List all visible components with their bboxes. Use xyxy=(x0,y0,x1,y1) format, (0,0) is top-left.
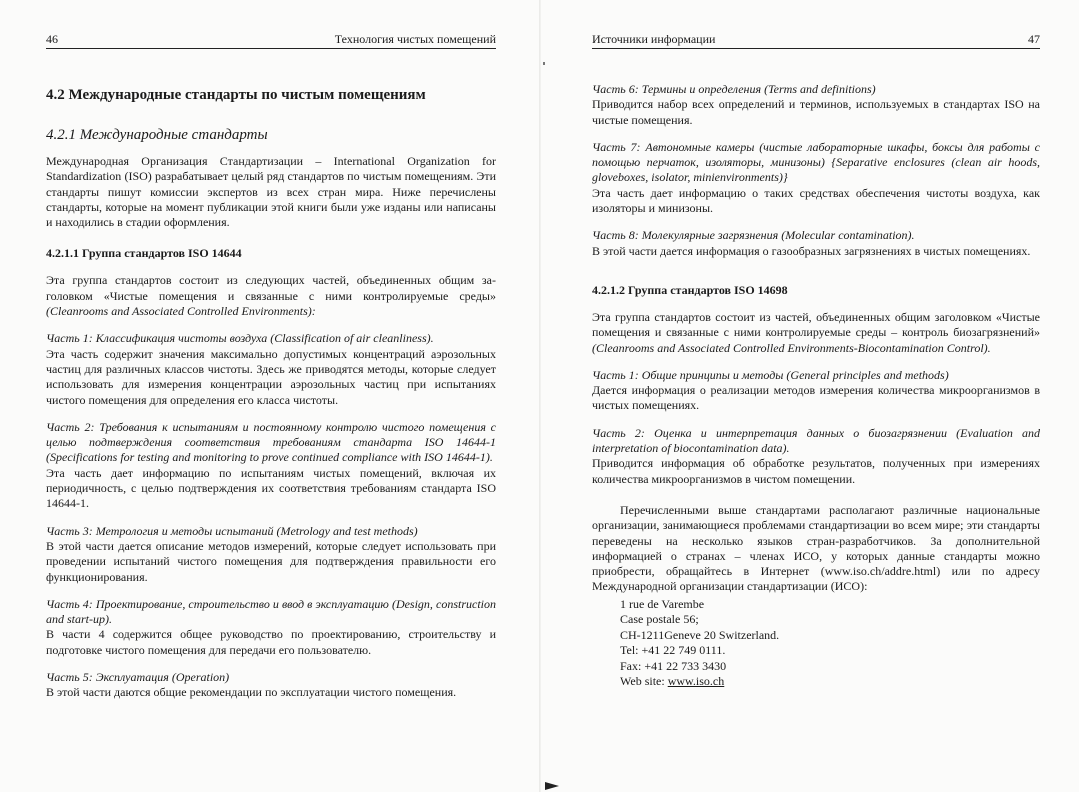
standard-part xyxy=(592,426,1040,487)
address-line: CH-1211Geneve 20 Switzerland. xyxy=(620,627,780,642)
part-description: Дается информация о реализации методов измерения количества микроорганизмов в чистых помещениях. xyxy=(592,383,1040,413)
group-intro-text: Эта группа стандартов состоит из частей, объединенных общим заголовком «Чистые помещения и связанные с ними контролируемые среды – контроль биозагрязнений» xyxy=(592,309,1040,340)
left-page-header xyxy=(46,32,496,49)
address-line: Case postale 56; xyxy=(620,612,699,627)
standard-part xyxy=(46,597,496,658)
standard-part xyxy=(592,368,1040,414)
closing-paragraph: Перечисленными выше стандартами располагают различные национальные организации, занимающиеся проблемами стандартизации во всем мире; эти стандарты переведены на несколько языков стран-разработчиков. За дополнительной информацией о странах – членах ИСО, у которых данные стандарты можно приобрести, обращайтесь в Интернет (www.iso.ch/addre.html) или по адресу Международной организации стандартизации (ИСО): xyxy=(592,502,1040,594)
part-title: Часть 8: Молекулярные загрязнения (Molecular contamination). xyxy=(592,228,915,243)
group-heading-14698: 4.2.1.2 Группа стандартов ISO 14698 xyxy=(592,282,788,297)
part-title: Часть 2: Оценка и интерпретация данных о биозагрязнении (Evaluation and interpretation of biocontamination data). xyxy=(592,425,1040,456)
running-title: Технология чистых помещений xyxy=(334,32,496,46)
part-description: Эта часть дает информацию по испытаниям чистых помещений, включая их периодичность, с целью подтверждения их соответствия требованиям стандарта ISO 14644-1. xyxy=(46,465,496,511)
address-tel: Tel: +41 22 749 0111. xyxy=(620,643,726,658)
part-description: В этой части даются общие рекомендации по эксплуатации чистого помещения. xyxy=(46,685,457,700)
arrow-mark-icon xyxy=(545,782,559,790)
standard-part xyxy=(592,82,1040,128)
address-fax: Fax: +41 22 733 3430 xyxy=(620,658,727,673)
part-title: Часть 4: Проектирование, строительство и ввод в эксплуатацию (Design, construction and start-up). xyxy=(46,596,496,627)
part-description: В этой части дается описание методов измерений, которые следует использовать при проведении испытаний чистого помещения для подтверждения правильности его функционирования. xyxy=(46,538,496,584)
part-title: Часть 2: Требования к испытаниям и постоянному контролю чистого помещения с целью подтверждения соответствия требованиям стандарта ISO 14644-1 (Specifications for testing and monitoring to prove continued compliance with ISO 14644-1). xyxy=(46,419,496,465)
part-title: Часть 5: Эксплуатация (Operation) xyxy=(46,670,230,685)
standard-part xyxy=(46,524,496,585)
group-intro-text: Эта группа стандартов состоит из следующих частей, объединенных общим заголовком «Чистые помещения и связанные с ними контролируемые среды» xyxy=(46,273,496,303)
page-number: 47 xyxy=(1028,32,1040,46)
page-number: 46 xyxy=(46,32,58,46)
group-intro-14698 xyxy=(592,310,1040,356)
intro-paragraph: Международная Организация Стандартизации – International Organization for Standardization (ISO) разрабатывает целый ряд стандартов по чистым помещениям. Эти стандарты пишут комиссии экспертов из всех стран мира. Ниже перечислены стандарты, которые на момент публикации этой книги были уже изданы или написаны и находились в стадии оформления. xyxy=(46,154,496,230)
left-page-content xyxy=(46,82,496,701)
right-page-header xyxy=(592,32,1040,49)
part-title: Часть 1: Общие принципы и методы (General principles and methods) xyxy=(592,367,949,382)
web-label: Web site: xyxy=(620,674,668,689)
running-title: Источники информации xyxy=(592,32,716,46)
address-web xyxy=(620,674,1040,690)
part-description: Эта часть дает информацию о таких средствах обеспечения чистоты воздуха, как изоляторы и минизоны. xyxy=(592,185,1040,216)
group-intro-14644 xyxy=(46,273,496,319)
web-link[interactable]: www.iso.ch xyxy=(667,674,725,689)
group-heading-14644: 4.2.1.1 Группа стандартов ISO 14644 xyxy=(46,246,242,261)
part-title: Часть 6: Термины и определения (Terms and definitions) xyxy=(592,82,876,96)
part-description: В части 4 содержится общее руководство по проектированию, строительству и подготовке чистого помещения для передачи его пользователю. xyxy=(46,627,496,657)
section-heading: 4.2 Международные стандарты по чистым помещениям xyxy=(46,87,426,103)
standard-part xyxy=(592,228,1040,259)
part-description: В этой части дается информация о газообразных загрязнениях в чистых помещениях. xyxy=(592,243,1031,258)
part-title: Часть 1: Классификация чистоты воздуха (Classification of air cleanliness). xyxy=(46,331,434,346)
part-title: Часть 7: Автономные камеры (чистые лабораторные шкафы, боксы для работы с помощью перчаток, изоляторы, минизоны) {Separative enclosures (clean air hoods, gloveboxes, isolator, minienvironments)} xyxy=(592,139,1040,185)
standard-part xyxy=(46,420,496,512)
standard-part xyxy=(46,331,496,407)
group-intro-english: (Cleanrooms and Associated Controlled Environments): xyxy=(46,304,316,319)
right-page-content xyxy=(592,82,1040,690)
part-description: Приводится информация об обработке результатов, полученных при измерениях количества микроорганизмов в чистом помещении. xyxy=(592,456,1040,486)
part-description: Эта часть содержит значения максимально допустимых концентраций аэрозольных частиц для различных классов чистоты. Здесь же приводятся методы, которые следует использовать для измерения концентрации аэрозольных частиц при испытаниях чистого помещения для определения его класса чистоты. xyxy=(46,346,496,407)
subsection-heading: 4.2.1 Международные стандарты xyxy=(46,127,268,143)
group-intro-english: (Cleanrooms and Associated Controlled Environments-Biocontamination Control). xyxy=(592,340,991,355)
address-line: 1 rue de Varembe xyxy=(620,596,705,611)
iso-address xyxy=(620,597,1040,690)
part-description: Приводится набор всех определений и терминов, используемых в стандартах ISO на чистые помещения. xyxy=(592,97,1040,127)
part-title: Часть 3: Метрология и методы испытаний (Metrology and test methods) xyxy=(46,523,418,538)
standard-part xyxy=(592,140,1040,216)
right-page xyxy=(540,0,1079,792)
standard-part xyxy=(46,670,496,701)
